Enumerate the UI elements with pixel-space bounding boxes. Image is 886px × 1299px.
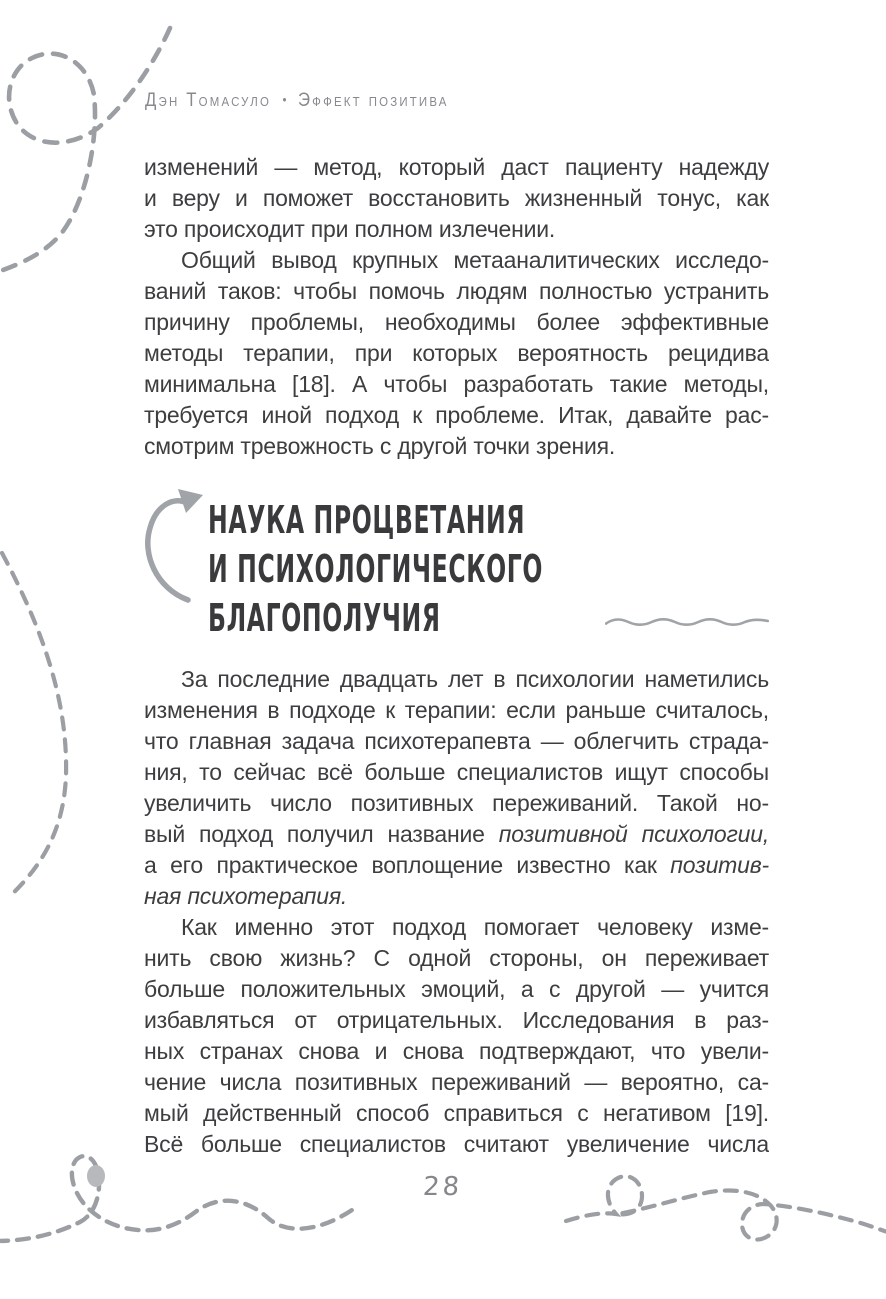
paragraph [144, 664, 769, 912]
text-segment: причину проблемы, необходимы более эффективные [144, 309, 769, 335]
text-line [144, 1098, 769, 1129]
text-line [144, 276, 769, 307]
paragraph [144, 152, 769, 245]
running-header-book-title: Эффект позитива [297, 90, 449, 111]
section-heading-line-1: НАУКА ПРОЦВЕТАНИЯ [208, 498, 526, 542]
text-segment: За последние двадцать лет в психологии наметились [181, 666, 769, 692]
text-line [144, 400, 769, 431]
running-header-separator-dot: • [282, 92, 287, 107]
italic-term: ная психотерапия. [144, 883, 348, 909]
section-heading-row-3 [208, 594, 769, 643]
text-line [144, 338, 769, 369]
text-line [144, 664, 769, 695]
text-segment: минимальна [18]. А чтобы разработать такие методы, [144, 371, 769, 397]
text-line [144, 912, 769, 943]
text-line [144, 695, 769, 726]
left-arc-squiggle-icon [2, 553, 66, 898]
text-segment: чение числа позитивных переживаний — вероятно, са- [144, 1069, 769, 1095]
text-segment: это происходит при полном излечении. [144, 216, 556, 242]
text-line [144, 245, 769, 276]
text-block-top [144, 152, 769, 462]
text-segment: ваний таков: чтобы помочь людям полностью устранить [144, 278, 769, 304]
section-heading [208, 496, 769, 643]
italic-term: позитивной психологии, [498, 821, 769, 847]
text-line [144, 819, 769, 850]
text-line [144, 307, 769, 338]
text-segment: изменений — метод, который даст пациенту надежду [144, 154, 769, 180]
text-line [144, 1067, 769, 1098]
text-segment: Общий вывод крупных метааналитических исследо- [181, 247, 769, 273]
text-segment: больше положительных эмоций, а с другой — учится [144, 976, 769, 1002]
paragraph [144, 912, 769, 1160]
text-line [144, 850, 769, 881]
text-segment: и веру и поможет восстановить жизненный тонус, как [144, 185, 769, 211]
text-line [144, 1005, 769, 1036]
section-heading-line-2: И ПСИХОЛОГИЧЕСКОГО [208, 547, 544, 591]
text-segment: а его практическое воплощение известно как [144, 852, 671, 878]
running-header [145, 90, 449, 112]
text-segment: методы терапии, при которых вероятность рецидива [144, 340, 769, 366]
text-segment: смотрим тревожность с другой точки зрения. [144, 433, 616, 459]
section-heading-row-2 [208, 545, 769, 594]
text-line [144, 431, 769, 462]
wavy-underline-icon [605, 613, 769, 631]
section-heading-line-3: БЛАГОПОЛУЧИЯ [208, 596, 441, 640]
text-line [144, 214, 769, 245]
section-heading-row-1 [208, 496, 769, 545]
page-body [144, 152, 769, 1160]
text-segment: Всё больше специалистов считают увеличение числа [144, 1131, 769, 1157]
text-segment: требуется иной подход к проблеме. Итак, давайте рас- [144, 402, 769, 428]
paragraph [144, 245, 769, 462]
running-header-author: Дэн Томасуло [145, 90, 272, 111]
text-segment: ния, то сейчас всё больше специалистов ищут способы [144, 759, 769, 785]
text-line [144, 757, 769, 788]
text-block-bottom [144, 664, 769, 1160]
text-segment: ных странах снова и снова подтверждают, что увели- [144, 1038, 769, 1064]
text-line [144, 369, 769, 400]
text-segment: мый действенный способ справиться с негативом [19]. [144, 1100, 769, 1126]
text-line [144, 1129, 769, 1160]
text-segment: нить свою жизнь? С одной стороны, он переживает [144, 945, 769, 971]
text-line [144, 881, 769, 912]
text-segment: что главная задача психотерапевта — облегчить страда- [144, 728, 769, 754]
text-segment: изменения в подходе к терапии: если раньше считалось, [144, 697, 769, 723]
text-segment: вый подход получил название [144, 821, 499, 847]
page-number: 28 [422, 1172, 464, 1202]
text-line [144, 152, 769, 183]
curved-arrow-icon [140, 486, 206, 606]
page-footer [0, 1172, 886, 1202]
text-line [144, 943, 769, 974]
text-line [144, 183, 769, 214]
text-segment: избавляться от отрицательных. Исследования в раз- [144, 1007, 769, 1033]
text-segment: Как именно этот подход помогает человеку изме- [181, 914, 769, 940]
italic-term: позитив- [670, 852, 769, 878]
text-line [144, 726, 769, 757]
text-segment: увеличить число позитивных переживаний. Такой но- [144, 790, 769, 816]
text-line [144, 788, 769, 819]
text-line [144, 974, 769, 1005]
text-line [144, 1036, 769, 1067]
